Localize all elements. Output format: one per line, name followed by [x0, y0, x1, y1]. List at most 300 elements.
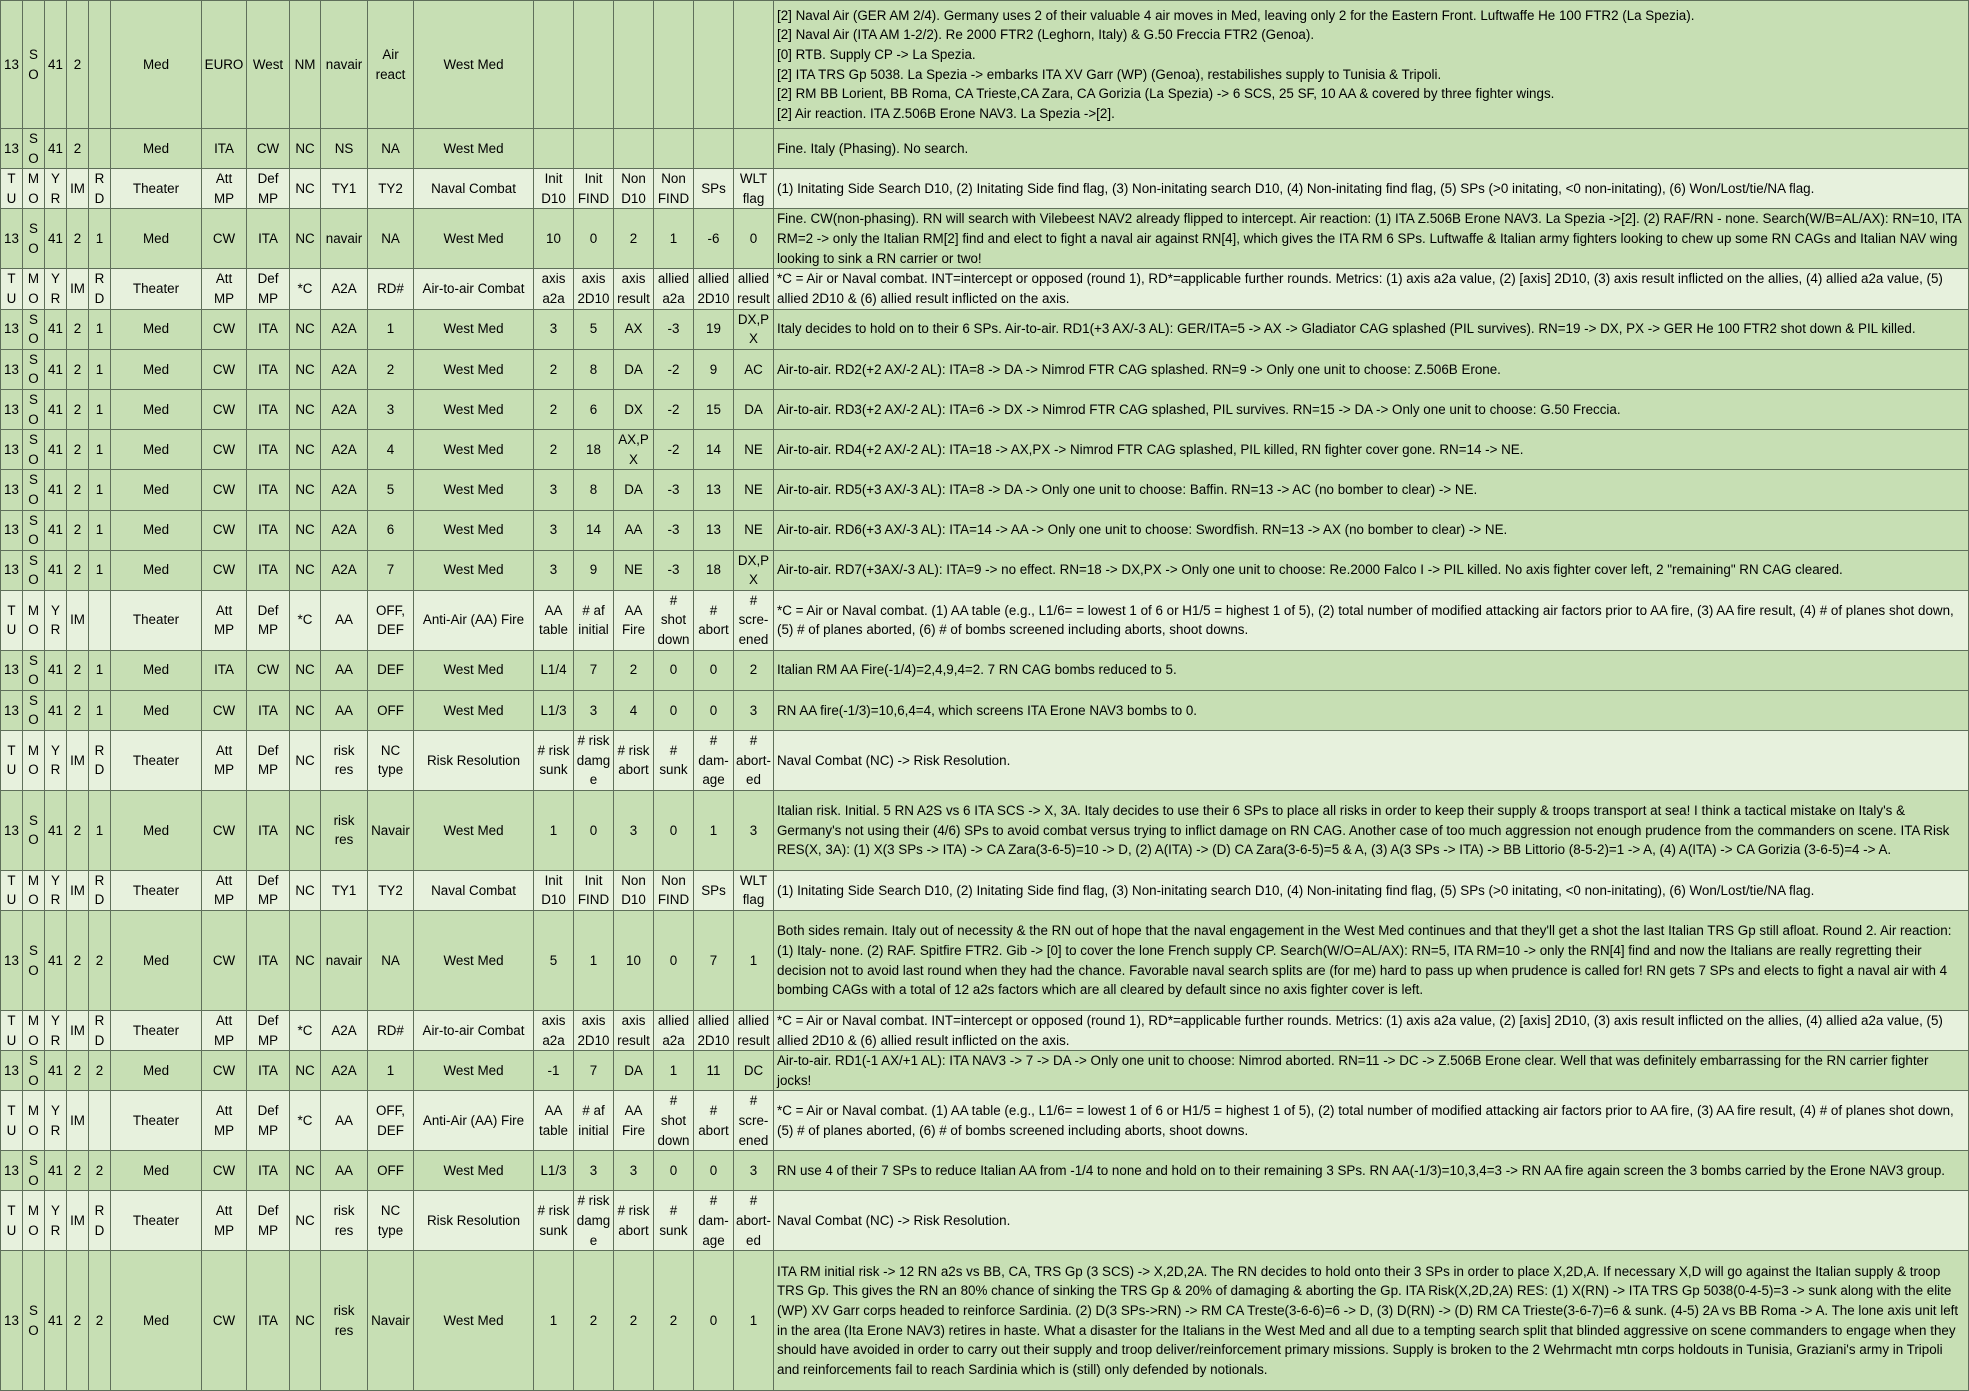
cell-nc[interactable]: NC	[290, 1051, 321, 1091]
cell-rd[interactable]: 1	[89, 790, 111, 870]
cell-def-mp[interactable]: ITA	[247, 911, 290, 1011]
cell-metric-4[interactable]: -3	[654, 510, 694, 550]
cell-ty2[interactable]: NC type	[368, 1191, 414, 1251]
cell-notes[interactable]: Italian risk. Initial. 5 RN A2S vs 6 ITA SCS -> X, 3A. Italy decides to use their 6 SPs to place all risks in order to keep their supply & troops transport at sea! I think a tactical mistake on Italy's & Germany's not using their (4/6) SPs to avoid combat versus trying to inflict damage on RN CAG. Another case of too much aggression not enough prudence from the commanders on scene. ITA Risk RES(X, 3A): (1) X(3 SPs -> ITA) -> CA Zara(3-6-5)=10 -> D, (2) A(ITA) -> (D) CA Zara(3-6-5)=5 & A, (3) A(3 SPs -> ITA) -> BB Littorio (8-5-2)=1 -> A, (4) A(ITA) -> CA Gorizia (3-6-5)=4 -> A.	[774, 790, 1969, 870]
cell-metric-6[interactable]: 3	[734, 790, 774, 870]
cell-tu[interactable]: 13	[1, 470, 23, 510]
cell-metric-5[interactable]: # abort	[694, 1091, 734, 1151]
cell-metric-3[interactable]: Non D10	[614, 169, 654, 209]
cell-nc[interactable]: *C	[290, 269, 321, 309]
cell-combat-type[interactable]: West Med	[414, 389, 534, 429]
cell-metric-6[interactable]: DA	[734, 389, 774, 429]
cell-combat-type[interactable]: West Med	[414, 690, 534, 730]
cell-theater[interactable]: Med	[111, 911, 202, 1011]
cell-def-mp[interactable]: Def MP	[247, 1011, 290, 1051]
cell-tu[interactable]: TU	[1, 870, 23, 910]
cell-metric-1[interactable]: L1/3	[534, 690, 574, 730]
cell-im[interactable]: IM	[67, 731, 89, 791]
cell-def-mp[interactable]: Def MP	[247, 269, 290, 309]
cell-metric-2[interactable]: 8	[574, 349, 614, 389]
cell-mo[interactable]: SO	[23, 1051, 45, 1091]
cell-ty2[interactable]: 4	[368, 430, 414, 470]
cell-ty1[interactable]: A2A	[321, 1051, 368, 1091]
cell-tu[interactable]: 13	[1, 1051, 23, 1091]
cell-theater[interactable]: Med	[111, 510, 202, 550]
cell-metric-4[interactable]: 1	[654, 1051, 694, 1091]
cell-combat-type[interactable]: West Med	[414, 430, 534, 470]
cell-def-mp[interactable]: ITA	[247, 389, 290, 429]
cell-ty2[interactable]: OFF, DEF	[368, 1091, 414, 1151]
cell-metric-4[interactable]	[654, 129, 694, 169]
cell-nc[interactable]: NC	[290, 790, 321, 870]
cell-theater[interactable]: Theater	[111, 1191, 202, 1251]
cell-tu[interactable]: 13	[1, 430, 23, 470]
cell-nc[interactable]: *C	[290, 1011, 321, 1051]
cell-metric-5[interactable]: 9	[694, 349, 734, 389]
cell-ty1[interactable]: AA	[321, 690, 368, 730]
cell-metric-1[interactable]: axis a2a	[534, 1011, 574, 1051]
cell-def-mp[interactable]: ITA	[247, 430, 290, 470]
cell-att-mp[interactable]: CW	[202, 1051, 247, 1091]
cell-metric-3[interactable]: 2	[614, 209, 654, 269]
cell-metric-6[interactable]: AC	[734, 349, 774, 389]
cell-theater[interactable]: Med	[111, 129, 202, 169]
cell-metric-3[interactable]: AA	[614, 510, 654, 550]
cell-ty2[interactable]: RD#	[368, 1011, 414, 1051]
cell-nc[interactable]: *C	[290, 1091, 321, 1151]
cell-metric-1[interactable]: 3	[534, 550, 574, 590]
cell-metric-5[interactable]: 7	[694, 911, 734, 1011]
cell-metric-2[interactable]: 9	[574, 550, 614, 590]
cell-metric-5[interactable]: allied 2D10	[694, 269, 734, 309]
cell-mo[interactable]: MO	[23, 870, 45, 910]
cell-yr[interactable]: 41	[45, 1, 67, 129]
cell-metric-2[interactable]: 3	[574, 690, 614, 730]
cell-nc[interactable]: NC	[290, 550, 321, 590]
cell-metric-6[interactable]: allied result	[734, 269, 774, 309]
cell-yr[interactable]: 41	[45, 1251, 67, 1391]
cell-metric-6[interactable]: DX,PX	[734, 550, 774, 590]
cell-im[interactable]: IM	[67, 1191, 89, 1251]
cell-metric-1[interactable]: 2	[534, 389, 574, 429]
cell-metric-5[interactable]: 0	[694, 650, 734, 690]
cell-tu[interactable]: 13	[1, 911, 23, 1011]
cell-metric-4[interactable]: 2	[654, 1251, 694, 1391]
cell-tu[interactable]: 13	[1, 650, 23, 690]
cell-ty1[interactable]: risk res	[321, 1191, 368, 1251]
cell-tu[interactable]: TU	[1, 731, 23, 791]
cell-att-mp[interactable]: Att MP	[202, 269, 247, 309]
cell-metric-6[interactable]: 3	[734, 1151, 774, 1191]
cell-theater[interactable]: Med	[111, 209, 202, 269]
cell-yr[interactable]: YR	[45, 731, 67, 791]
cell-att-mp[interactable]: CW	[202, 911, 247, 1011]
cell-metric-5[interactable]: 0	[694, 690, 734, 730]
cell-tu[interactable]: 13	[1, 1251, 23, 1391]
cell-metric-4[interactable]: 0	[654, 1151, 694, 1191]
cell-rd[interactable]	[89, 590, 111, 650]
cell-mo[interactable]: SO	[23, 1151, 45, 1191]
cell-rd[interactable]: 2	[89, 1251, 111, 1391]
cell-rd[interactable]: 1	[89, 430, 111, 470]
cell-metric-1[interactable]: 10	[534, 209, 574, 269]
cell-def-mp[interactable]: ITA	[247, 1051, 290, 1091]
cell-rd[interactable]: 1	[89, 389, 111, 429]
cell-combat-type[interactable]: West Med	[414, 650, 534, 690]
cell-rd[interactable]: 1	[89, 650, 111, 690]
cell-im[interactable]: 2	[67, 470, 89, 510]
cell-metric-2[interactable]: 1	[574, 911, 614, 1011]
cell-ty1[interactable]: TY1	[321, 870, 368, 910]
cell-metric-4[interactable]: # sunk	[654, 731, 694, 791]
cell-def-mp[interactable]: ITA	[247, 690, 290, 730]
cell-theater[interactable]: Med	[111, 470, 202, 510]
cell-metric-1[interactable]: 1	[534, 1251, 574, 1391]
cell-notes[interactable]: Air-to-air. RD3(+2 AX/-2 AL): ITA=6 -> DX -> Nimrod FTR CAG splashed, PIL survives. RN=15 -> DA -> Only one unit to choose: G.50 Freccia.	[774, 389, 1969, 429]
cell-metric-5[interactable]	[694, 1, 734, 129]
cell-metric-4[interactable]: 1	[654, 209, 694, 269]
cell-combat-type[interactable]: West Med	[414, 309, 534, 349]
cell-tu[interactable]: 13	[1, 790, 23, 870]
cell-ty1[interactable]: TY1	[321, 169, 368, 209]
cell-tu[interactable]: 13	[1, 349, 23, 389]
cell-metric-3[interactable]: AA Fire	[614, 1091, 654, 1151]
cell-im[interactable]: IM	[67, 269, 89, 309]
cell-tu[interactable]: TU	[1, 1091, 23, 1151]
cell-metric-2[interactable]: Init FIND	[574, 169, 614, 209]
cell-att-mp[interactable]: Att MP	[202, 169, 247, 209]
cell-att-mp[interactable]: Att MP	[202, 870, 247, 910]
cell-metric-1[interactable]: L1/3	[534, 1151, 574, 1191]
cell-metric-5[interactable]: 13	[694, 510, 734, 550]
cell-att-mp[interactable]: CW	[202, 430, 247, 470]
cell-notes[interactable]: *C = Air or Naval combat. (1) AA table (e.g., L1/6= = lowest 1 of 6 or H1/5 = highest 1 of 5), (2) total number of modified attacking air factors prior to AA fire, (3) AA fire result, (4) # of planes shot down, (5) # of planes aborted, (6) # of bombs screened including aborts, shoot downs.	[774, 1091, 1969, 1151]
cell-rd[interactable]: 2	[89, 1151, 111, 1191]
cell-theater[interactable]: Med	[111, 690, 202, 730]
cell-metric-2[interactable]: 5	[574, 309, 614, 349]
cell-combat-type[interactable]: Risk Resolution	[414, 1191, 534, 1251]
cell-combat-type[interactable]: West Med	[414, 470, 534, 510]
cell-metric-5[interactable]: 14	[694, 430, 734, 470]
cell-metric-4[interactable]: allied a2a	[654, 1011, 694, 1051]
cell-nc[interactable]: NC	[290, 309, 321, 349]
cell-im[interactable]: 2	[67, 790, 89, 870]
cell-combat-type[interactable]: West Med	[414, 209, 534, 269]
cell-def-mp[interactable]: Def MP	[247, 731, 290, 791]
cell-metric-3[interactable]: axis result	[614, 1011, 654, 1051]
cell-theater[interactable]: Theater	[111, 169, 202, 209]
cell-att-mp[interactable]: EURO	[202, 1, 247, 129]
cell-im[interactable]: 2	[67, 690, 89, 730]
cell-metric-1[interactable]: 3	[534, 470, 574, 510]
cell-im[interactable]: 2	[67, 209, 89, 269]
cell-theater[interactable]: Med	[111, 309, 202, 349]
cell-ty2[interactable]: Navair	[368, 790, 414, 870]
cell-combat-type[interactable]: West Med	[414, 349, 534, 389]
cell-metric-2[interactable]: 14	[574, 510, 614, 550]
cell-combat-type[interactable]: West Med	[414, 1251, 534, 1391]
cell-metric-1[interactable]: L1/4	[534, 650, 574, 690]
cell-metric-4[interactable]: 0	[654, 790, 694, 870]
cell-mo[interactable]: SO	[23, 309, 45, 349]
cell-metric-2[interactable]	[574, 129, 614, 169]
cell-im[interactable]: IM	[67, 1091, 89, 1151]
cell-ty2[interactable]: NC type	[368, 731, 414, 791]
cell-att-mp[interactable]: CW	[202, 389, 247, 429]
cell-att-mp[interactable]: CW	[202, 510, 247, 550]
cell-att-mp[interactable]: Att MP	[202, 1091, 247, 1151]
cell-mo[interactable]: SO	[23, 349, 45, 389]
cell-ty1[interactable]: A2A	[321, 309, 368, 349]
cell-yr[interactable]: 41	[45, 510, 67, 550]
cell-tu[interactable]: 13	[1, 209, 23, 269]
cell-metric-3[interactable]: Non D10	[614, 870, 654, 910]
cell-yr[interactable]: 41	[45, 430, 67, 470]
cell-ty1[interactable]: navair	[321, 209, 368, 269]
cell-im[interactable]: IM	[67, 1011, 89, 1051]
cell-metric-3[interactable]: 2	[614, 1251, 654, 1391]
cell-im[interactable]: 2	[67, 1051, 89, 1091]
cell-metric-2[interactable]: Init FIND	[574, 870, 614, 910]
cell-tu[interactable]: 13	[1, 510, 23, 550]
cell-metric-3[interactable]: 3	[614, 790, 654, 870]
cell-metric-2[interactable]: # af initial	[574, 1091, 614, 1151]
cell-def-mp[interactable]: Def MP	[247, 590, 290, 650]
cell-metric-4[interactable]: # shot down	[654, 1091, 694, 1151]
cell-metric-2[interactable]: 8	[574, 470, 614, 510]
cell-att-mp[interactable]: Att MP	[202, 590, 247, 650]
cell-metric-5[interactable]	[694, 129, 734, 169]
cell-att-mp[interactable]: CW	[202, 690, 247, 730]
cell-def-mp[interactable]: ITA	[247, 470, 290, 510]
cell-metric-4[interactable]: 0	[654, 911, 694, 1011]
cell-metric-2[interactable]: 6	[574, 389, 614, 429]
cell-im[interactable]: 2	[67, 650, 89, 690]
cell-rd[interactable]	[89, 129, 111, 169]
cell-rd[interactable]	[89, 1, 111, 129]
cell-rd[interactable]: 1	[89, 470, 111, 510]
cell-im[interactable]: 2	[67, 550, 89, 590]
cell-nc[interactable]: NC	[290, 911, 321, 1011]
cell-metric-4[interactable]: allied a2a	[654, 269, 694, 309]
cell-notes[interactable]: ITA RM initial risk -> 12 RN a2s vs BB, CA, TRS Gp (3 SCS) -> X,2D,2A. The RN decides to hold onto their 3 SPs in order to place X,2D,A. If necessary X,D will go against the Italian supply & troop TRS Gp. This gives the RN an 80% chance of sinking the TRS Gp & 20% of damaging & aborting the Gp. ITA Risk(X,2D,2A) RES: (1) X(RN) -> ITA TRS Gp 5038(0-4-5)=3 -> sunk along with the elite (WP) XV Garr corps headed to reinforce Sardinia. (2) D(3 SPs->RN) -> RM CA Treste(3-6-6)=6 -> D, (3) D(RN) -> (D) RM CA Trieste(3-6-7)=6 & sunk. (4-5) 2A vs BB Roma -> A. The lone axis unit left in the area (Ita Erone NAV3) retires in haste. What a disaster for the Italians in the West Med and all due to a tempting search split that blinded aggressive on scene commanders to engage when they should have avoided in order to carry out their supply and troop deliver/reinforcement primary missions. Supply is broken to the 2 Wehrmacht mtn corps holdouts in Tunisia, Graziani's army in Tripoli and reinforcements fail to reach Sardinia which is (still) only defended by notionals.	[774, 1251, 1969, 1391]
cell-theater[interactable]: Med	[111, 1151, 202, 1191]
cell-mo[interactable]: MO	[23, 169, 45, 209]
cell-metric-1[interactable]: # risk sunk	[534, 731, 574, 791]
cell-ty1[interactable]: navair	[321, 1, 368, 129]
cell-ty2[interactable]: OFF, DEF	[368, 590, 414, 650]
cell-metric-4[interactable]: -3	[654, 550, 694, 590]
cell-metric-3[interactable]: AX	[614, 309, 654, 349]
cell-ty2[interactable]: DEF	[368, 650, 414, 690]
cell-def-mp[interactable]: Def MP	[247, 870, 290, 910]
cell-theater[interactable]: Theater	[111, 870, 202, 910]
cell-metric-1[interactable]: axis a2a	[534, 269, 574, 309]
cell-metric-3[interactable]	[614, 1, 654, 129]
cell-metric-1[interactable]: -1	[534, 1051, 574, 1091]
cell-metric-4[interactable]: -2	[654, 389, 694, 429]
cell-yr[interactable]: YR	[45, 1191, 67, 1251]
cell-metric-3[interactable]: AX,PX	[614, 430, 654, 470]
cell-metric-2[interactable]: # risk damge	[574, 1191, 614, 1251]
cell-rd[interactable]: RD	[89, 731, 111, 791]
cell-yr[interactable]: YR	[45, 169, 67, 209]
cell-im[interactable]: IM	[67, 169, 89, 209]
cell-metric-5[interactable]: 18	[694, 550, 734, 590]
cell-yr[interactable]: YR	[45, 870, 67, 910]
cell-notes[interactable]: Both sides remain. Italy out of necessity & the RN out of hope that the naval engagement in the West Med continues and that they'll get a shot the last Italian TRS Gp still afloat. Round 2. Air reaction: (1) Italy- none. (2) RAF. Spitfire FTR2. Gib -> [0] to cover the lone French supply CP. Search(W/O=AL/AX): RN=5, ITA RM=10 -> only the RN[4] find and now the Italians are really regretting their decision not to avoid last round when they had the chance. Favorable naval search splits are (for me) hard to pass up when prudence is called for! RN gets 7 SPs and elects to fight a naval air with 4 bombing CAGs with a total of 12 a2s factors which are all cleared by default since no axis fighter cover is left.	[774, 911, 1969, 1011]
cell-yr[interactable]: 41	[45, 209, 67, 269]
cell-mo[interactable]: MO	[23, 1091, 45, 1151]
cell-notes[interactable]: *C = Air or Naval combat. INT=intercept or opposed (round 1), RD*=applicable further rounds. Metrics: (1) axis a2a value, (2) [axis] 2D10, (3) axis result inflicted on the allies, (4) allied a2a value, (5) allied 2D10 & (6) allied result inflicted on the axis.	[774, 269, 1969, 309]
cell-att-mp[interactable]: CW	[202, 1151, 247, 1191]
cell-metric-5[interactable]: # abort	[694, 590, 734, 650]
cell-tu[interactable]: TU	[1, 590, 23, 650]
cell-notes[interactable]: RN use 4 of their 7 SPs to reduce Italian AA from -1/4 to none and hold on to their remaining 3 SPs. RN AA(-1/3)=10,3,4=3 -> RN AA fire again screen the 3 bombs carried by the Erone NAV3 group.	[774, 1151, 1969, 1191]
cell-metric-2[interactable]: 7	[574, 650, 614, 690]
cell-metric-6[interactable]: DC	[734, 1051, 774, 1091]
cell-att-mp[interactable]: Att MP	[202, 1191, 247, 1251]
cell-combat-type[interactable]: West Med	[414, 1151, 534, 1191]
cell-ty1[interactable]: A2A	[321, 1011, 368, 1051]
cell-ty1[interactable]: A2A	[321, 430, 368, 470]
cell-metric-3[interactable]	[614, 129, 654, 169]
cell-def-mp[interactable]: ITA	[247, 550, 290, 590]
cell-notes[interactable]: Naval Combat (NC) -> Risk Resolution.	[774, 1191, 1969, 1251]
cell-ty2[interactable]: NA	[368, 129, 414, 169]
cell-theater[interactable]: Med	[111, 1051, 202, 1091]
cell-metric-4[interactable]: -2	[654, 349, 694, 389]
cell-im[interactable]: 2	[67, 911, 89, 1011]
cell-metric-2[interactable]: 2	[574, 1251, 614, 1391]
cell-theater[interactable]: Med	[111, 650, 202, 690]
cell-im[interactable]: IM	[67, 590, 89, 650]
cell-tu[interactable]: 13	[1, 129, 23, 169]
cell-mo[interactable]: SO	[23, 1, 45, 129]
cell-yr[interactable]: 41	[45, 389, 67, 429]
cell-rd[interactable]	[89, 1091, 111, 1151]
cell-ty1[interactable]: AA	[321, 590, 368, 650]
cell-rd[interactable]: 1	[89, 510, 111, 550]
cell-theater[interactable]: Theater	[111, 731, 202, 791]
cell-def-mp[interactable]: ITA	[247, 349, 290, 389]
cell-metric-2[interactable]	[574, 1, 614, 129]
cell-metric-1[interactable]: 3	[534, 510, 574, 550]
cell-metric-5[interactable]: 0	[694, 1151, 734, 1191]
cell-mo[interactable]: SO	[23, 650, 45, 690]
cell-notes[interactable]: (1) Initating Side Search D10, (2) Initating Side find flag, (3) Non-initating search D10, (4) Non-initating find flag, (5) SPs (>0 initating, <0 non-initating), (6) Won/Lost/tie/NA flag.	[774, 169, 1969, 209]
cell-def-mp[interactable]: Def MP	[247, 169, 290, 209]
cell-def-mp[interactable]: Def MP	[247, 1091, 290, 1151]
cell-ty1[interactable]: A2A	[321, 269, 368, 309]
cell-metric-3[interactable]: DA	[614, 470, 654, 510]
cell-metric-1[interactable]: 2	[534, 349, 574, 389]
cell-att-mp[interactable]: CW	[202, 1251, 247, 1391]
cell-mo[interactable]: SO	[23, 790, 45, 870]
cell-ty1[interactable]: risk res	[321, 1251, 368, 1391]
cell-mo[interactable]: SO	[23, 510, 45, 550]
cell-mo[interactable]: SO	[23, 911, 45, 1011]
cell-metric-6[interactable]: 2	[734, 650, 774, 690]
cell-metric-4[interactable]: -3	[654, 309, 694, 349]
cell-mo[interactable]: SO	[23, 129, 45, 169]
cell-notes[interactable]: Air-to-air. RD2(+2 AX/-2 AL): ITA=8 -> DA -> Nimrod FTR CAG splashed. RN=9 -> Only one unit to choose: Z.506B Erone.	[774, 349, 1969, 389]
cell-nc[interactable]: NC	[290, 870, 321, 910]
cell-metric-5[interactable]: 15	[694, 389, 734, 429]
cell-nc[interactable]: *C	[290, 590, 321, 650]
cell-yr[interactable]: YR	[45, 1011, 67, 1051]
cell-im[interactable]: 2	[67, 510, 89, 550]
cell-mo[interactable]: MO	[23, 1191, 45, 1251]
cell-ty2[interactable]: 1	[368, 1051, 414, 1091]
cell-mo[interactable]: MO	[23, 1011, 45, 1051]
cell-nc[interactable]: NC	[290, 510, 321, 550]
cell-tu[interactable]: 13	[1, 1151, 23, 1191]
cell-notes[interactable]: Italy decides to hold on to their 6 SPs. Air-to-air. RD1(+3 AX/-3 AL): GER/ITA=5 -> AX -> Gladiator CAG splashed (PIL survives). RN=19 -> DX, PX -> GER He 100 FTR2 shot down & PIL killed.	[774, 309, 1969, 349]
cell-metric-3[interactable]: 4	[614, 690, 654, 730]
cell-combat-type[interactable]: Naval Combat	[414, 870, 534, 910]
cell-rd[interactable]: 2	[89, 1051, 111, 1091]
cell-att-mp[interactable]: ITA	[202, 129, 247, 169]
cell-nc[interactable]: NC	[290, 731, 321, 791]
cell-notes[interactable]: Naval Combat (NC) -> Risk Resolution.	[774, 731, 1969, 791]
cell-nc[interactable]: NC	[290, 209, 321, 269]
cell-tu[interactable]: 13	[1, 550, 23, 590]
cell-rd[interactable]: 1	[89, 690, 111, 730]
cell-metric-5[interactable]: 1	[694, 790, 734, 870]
cell-combat-type[interactable]: West Med	[414, 129, 534, 169]
cell-def-mp[interactable]: ITA	[247, 209, 290, 269]
cell-ty1[interactable]: risk res	[321, 731, 368, 791]
cell-ty1[interactable]: A2A	[321, 470, 368, 510]
cell-att-mp[interactable]: Att MP	[202, 731, 247, 791]
cell-yr[interactable]: YR	[45, 1091, 67, 1151]
cell-metric-1[interactable]: # risk sunk	[534, 1191, 574, 1251]
cell-metric-4[interactable]: -3	[654, 470, 694, 510]
cell-metric-6[interactable]: DX,PX	[734, 309, 774, 349]
cell-combat-type[interactable]: Risk Resolution	[414, 731, 534, 791]
cell-metric-2[interactable]: axis 2D10	[574, 1011, 614, 1051]
cell-metric-1[interactable]: AA table	[534, 590, 574, 650]
cell-metric-1[interactable]: 3	[534, 309, 574, 349]
cell-metric-6[interactable]: 0	[734, 209, 774, 269]
cell-metric-3[interactable]: # risk abort	[614, 731, 654, 791]
cell-im[interactable]: 2	[67, 309, 89, 349]
cell-ty2[interactable]: 6	[368, 510, 414, 550]
cell-metric-1[interactable]: Init D10	[534, 870, 574, 910]
cell-tu[interactable]: 13	[1, 309, 23, 349]
cell-yr[interactable]: 41	[45, 911, 67, 1011]
cell-yr[interactable]: 41	[45, 470, 67, 510]
cell-metric-1[interactable]: 5	[534, 911, 574, 1011]
cell-rd[interactable]: RD	[89, 1191, 111, 1251]
cell-rd[interactable]: RD	[89, 169, 111, 209]
cell-ty2[interactable]: 3	[368, 389, 414, 429]
cell-ty2[interactable]: OFF	[368, 690, 414, 730]
cell-metric-6[interactable]: # abort-ed	[734, 1191, 774, 1251]
cell-att-mp[interactable]: CW	[202, 550, 247, 590]
cell-ty1[interactable]: NS	[321, 129, 368, 169]
cell-metric-2[interactable]: axis 2D10	[574, 269, 614, 309]
cell-ty2[interactable]: NA	[368, 911, 414, 1011]
cell-metric-5[interactable]: SPs	[694, 169, 734, 209]
cell-ty1[interactable]: AA	[321, 1151, 368, 1191]
cell-mo[interactable]: SO	[23, 550, 45, 590]
cell-ty1[interactable]: risk res	[321, 790, 368, 870]
cell-notes[interactable]: Air-to-air. RD7(+3AX/-3 AL): ITA=9 -> no effect. RN=18 -> DX,PX -> Only one unit to choose: Re.2000 Falco I -> PIL killed. No axis fighter cover left, 2 "remaining" RN CAG cleared.	[774, 550, 1969, 590]
cell-notes[interactable]: *C = Air or Naval combat. (1) AA table (e.g., L1/6= = lowest 1 of 6 or H1/5 = highest 1 of 5), (2) total number of modified attacking air factors prior to AA fire, (3) AA fire result, (4) # of planes shot down, (5) # of planes aborted, (6) # of bombs screened including aborts, shoot downs.	[774, 590, 1969, 650]
cell-notes[interactable]: Italian RM AA Fire(-1/4)=2,4,9,4=2. 7 RN CAG bombs reduced to 5.	[774, 650, 1969, 690]
